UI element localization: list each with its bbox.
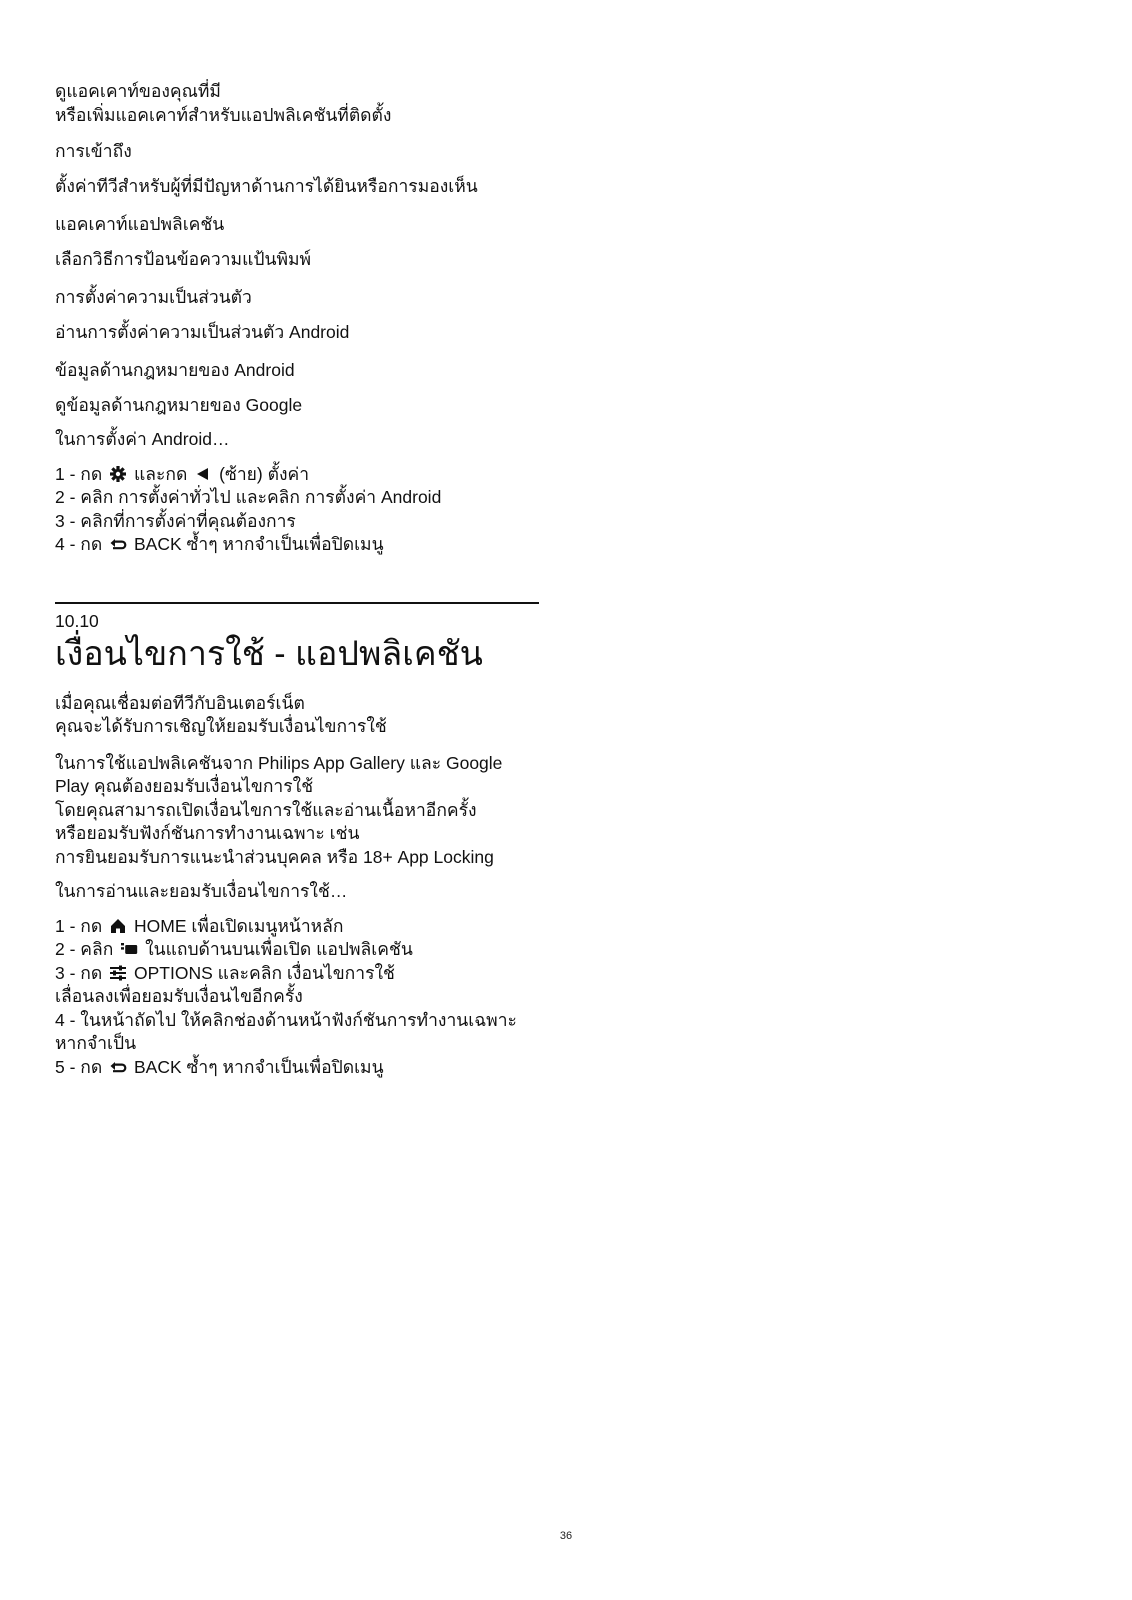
terms-step-2-suffix: ในแถบด้านบนเพื่อเปิด แอปพลิเคชัน <box>145 939 413 959</box>
item-desc-accessibility: ตั้งค่าทีวีสำหรับผู้ที่มีปัญหาด้านการได้ยินหรือการมองเห็น <box>55 175 478 196</box>
terms-step-4-continued: หากจำเป็น <box>55 1033 137 1053</box>
android-step-4-suffix: BACK ซ้ำๆ หากจำเป็นเพื่อปิดเมนู <box>134 534 384 554</box>
options-icon <box>109 965 127 981</box>
section-p1-line-2: คุณจะได้รับการเชิญให้ยอมรับเงื่อนไขการใช้ <box>55 716 387 736</box>
intro-line-2: หรือเพิ่มแอคเคาท์สำหรับแอปพลิเคชันที่ติดตั้ง <box>55 104 392 125</box>
section-p1-line-1: เมื่อคุณเชื่อมต่อทีวีกับอินเตอร์เน็ต <box>55 692 305 713</box>
terms-step-5 <box>55 1056 655 1080</box>
android-step-2: 2 - คลิก การตั้งค่าทั่วไป และคลิก การตั้งค่า Android <box>55 487 442 507</box>
android-settings-steps <box>55 463 655 557</box>
section-p2-line-5: การยินยอมรับการแนะนำส่วนบุคคล หรือ 18+ App Locking <box>55 846 494 867</box>
item-desc-app-accounts: เลือกวิธีการป้อนข้อความแป้นพิมพ์ <box>55 248 312 269</box>
section-paragraph-3: ในการอ่านและยอมรับเงื่อนไขการใช้… <box>55 881 348 901</box>
terms-step-3-continued: เลื่อนลงเพื่อยอมรับเงื่อนไขอีกครั้ง <box>55 986 303 1006</box>
gear-icon <box>109 466 127 482</box>
left-arrow-icon <box>194 466 212 482</box>
section-paragraph-1 <box>55 692 655 739</box>
section-p2-line-4: หรือยอมรับฟังก์ชันการทำงานเฉพาะ เช่น <box>55 823 360 843</box>
item-desc-legal: ดูข้อมูลด้านกฎหมายของ Google <box>55 394 303 415</box>
back-icon <box>109 1059 127 1075</box>
item-title-accessibility: การเข้าถึง <box>55 141 132 161</box>
intro-paragraph <box>55 80 655 127</box>
terms-step-3-suffix: OPTIONS และคลิก เงื่อนไขการใช้ <box>134 962 395 983</box>
terms-step-1-prefix: 1 - กด <box>55 915 103 936</box>
section-p2-line-1: ในการใช้แอปพลิเคชันจาก Philips App Gallery และ Google <box>55 752 503 773</box>
terms-step-2-prefix: 2 - คลิก <box>55 939 114 959</box>
android-step-1-middle: และกด <box>134 463 188 484</box>
android-step-4-prefix: 4 - กด <box>55 534 103 554</box>
android-step-3: 3 - คลิกที่การตั้งค่าที่คุณต้องการ <box>55 510 296 531</box>
section-divider <box>55 602 539 604</box>
terms-step-2 <box>55 938 655 962</box>
section-p2-line-2: Play คุณต้องยอมรับเงื่อนไขการใช้ <box>55 776 314 796</box>
apps-icon <box>120 941 138 957</box>
terms-step-1-suffix: HOME เพื่อเปิดเมนูหน้าหลัก <box>134 915 344 936</box>
item-title-app-accounts: แอคเคาท์แอปพลิเคชัน <box>55 214 225 234</box>
intro-line-1: ดูแอคเคาท์ของคุณที่มี <box>55 81 221 101</box>
document-page <box>55 80 655 1079</box>
item-title-privacy: การตั้งค่าความเป็นส่วนตัว <box>55 287 252 307</box>
terms-step-3 <box>55 962 655 986</box>
section-paragraph-2 <box>55 752 655 870</box>
section-number: 10.10 <box>55 610 99 631</box>
section-title: เงื่อนไขการใช้ - แอปพลิเคชัน <box>55 634 483 673</box>
terms-step-1 <box>55 915 655 939</box>
android-step-1-suffix: (ซ้าย) ตั้งค่า <box>219 463 310 484</box>
android-step-4 <box>55 533 655 557</box>
back-icon <box>109 536 127 552</box>
terms-step-5-suffix: BACK ซ้ำๆ หากจำเป็นเพื่อปิดเมนู <box>134 1056 384 1077</box>
terms-step-5-prefix: 5 - กด <box>55 1056 103 1077</box>
terms-step-3-prefix: 3 - กด <box>55 962 103 983</box>
android-step-1-prefix: 1 - กด <box>55 463 103 484</box>
item-desc-privacy: อ่านการตั้งค่าความเป็นส่วนตัว Android <box>55 321 350 342</box>
android-settings-intro: ในการตั้งค่า Android… <box>55 429 230 449</box>
page-number: 36 <box>559 1530 573 1542</box>
home-icon <box>109 918 127 934</box>
terms-step-4: 4 - ในหน้าถัดไป ให้คลิกช่องด้านหน้าฟังก์ชันการทำงานเฉพาะ <box>55 1009 517 1030</box>
section-p2-line-3: โดยคุณสามารถเปิดเงื่อนไขการใช้และอ่านเนื้อหาอีกครั้ง <box>55 799 477 820</box>
android-step-1 <box>55 463 655 487</box>
item-title-legal: ข้อมูลด้านกฎหมายของ Android <box>55 360 295 380</box>
terms-steps <box>55 915 655 1080</box>
